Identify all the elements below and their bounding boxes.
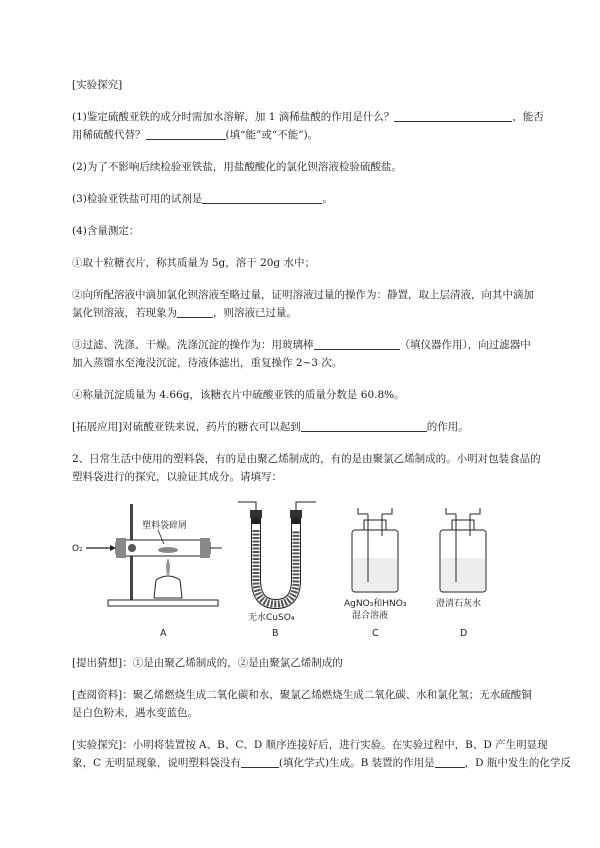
answer-blank-8[interactable] (435, 755, 465, 768)
plastic-scraps (158, 547, 178, 553)
step-4-line: ④称量沉淀质量为 4.66g，该糖衣片中硫酸亚铁的质量分数是 60.8%。 (72, 389, 405, 401)
question-1-line-1: (1)鉴定硫酸亚铁的成分时需加水溶解，加 1 滴稀盐酸的作用是什么？ ，能否 (72, 111, 544, 123)
apparatus-b (238, 502, 316, 639)
section-heading-experiment: [实验探究] (72, 79, 123, 91)
reference-line-1: [查阅资料]：聚乙烯燃烧生成二氧化碳和水，聚氯乙烯燃烧生成二氧化碳、水和氯化氢；无水硫酸铜 (72, 689, 532, 701)
answer-blank-3[interactable] (202, 191, 322, 204)
agno3-hno3-label: AgNO₃和HNO₃ (344, 599, 407, 609)
answer-blank-5[interactable] (314, 337, 400, 350)
caption-c: C (372, 628, 379, 639)
apparatus-a (72, 504, 222, 639)
hypothesis-line: [提出猜想]：①是由聚乙烯制成的，②是由聚氯乙烯制成的 (72, 657, 343, 669)
answer-blank-6[interactable] (301, 419, 427, 432)
step-2-line-1: ②向所配溶液中滴加氯化钡溶液至略过量，证明溶液过量的操作为：静置，取上层清液，向其中滴加 (72, 289, 534, 301)
caption-a: A (160, 628, 167, 639)
stand-base (108, 600, 218, 606)
apparatus-c (344, 508, 407, 639)
answer-blank-1[interactable] (394, 109, 512, 122)
mixed-solution-label: 混合溶液 (352, 611, 389, 621)
step-3-line-1: ③过滤、洗涤、干燥。洗涤沉淀的操作为：用玻璃棒 （填仪器作用），向过滤器中 (72, 339, 531, 351)
experiment-2-line-2: 象，C 无明显现象，说明塑料袋没有 (填化学式)生成。B 装置的作用是 ，D 瓶中发生的化学反 (72, 757, 571, 769)
step-1-line: ①取十粒糖衣片，称其质量为 5g，溶于 20g 水中； (72, 257, 315, 269)
cuso4-label: 无水CuSO₄ (248, 613, 295, 623)
experiment-2-line-1: [实验探究]：小明将装置按 A、B、C、D 顺序连接好后，进行实验。在实验过程中，B、D 产生明显现 (72, 739, 548, 751)
reference-line-2: 是白色粉末，遇水变蓝色。 (72, 707, 198, 719)
question-4-heading: (4)含量测定： (72, 225, 140, 237)
extension-application-line: [拓展应用]对硫酸亚铁来说，药片的糖衣可以起到 的作用。 (72, 421, 469, 433)
question-1-line-2: 用稀硫酸代替？ (填“能”或“不能”)。 (72, 129, 319, 141)
bag-scraps-label: 塑料袋碎屑 (142, 521, 188, 531)
step-3-line-2: 加入蒸馏水至淹没沉淀，待液体滤出，重复操作 2~3 次。 (72, 357, 343, 369)
caption-b: B (272, 628, 279, 639)
question-2-intro-line-2: 塑料袋进行的探究，以验证其成分。请填写： (72, 471, 282, 483)
alcohol-lamp (154, 576, 182, 598)
question-3-line: (3)检验亚铁盐可用的试剂是 。 (72, 193, 333, 205)
question-2-intro-line-1: 2、日常生活中使用的塑料袋，有的是由聚乙烯制成的，有的是由聚氯乙烯制成的。小明对包装食品的 (72, 453, 541, 465)
question-2-line: (2)为了不影响后续检验亚铁盐，用盐酸酸化的氯化钡溶液检验硫酸盐。 (72, 161, 402, 173)
answer-blank-2[interactable] (146, 127, 226, 140)
o2-label: O₂ (72, 544, 83, 554)
apparatus-figure (72, 500, 522, 640)
step-2-line-2: 氯化钡溶液，若现象为 ，则溶液已过量。 (72, 307, 297, 319)
answer-blank-4[interactable] (177, 305, 213, 318)
answer-blank-7[interactable] (241, 755, 279, 768)
flame (166, 558, 170, 578)
limewater-label: 澄清石灰水 (436, 599, 482, 609)
caption-d: D (460, 628, 468, 639)
apparatus-d (436, 508, 486, 639)
